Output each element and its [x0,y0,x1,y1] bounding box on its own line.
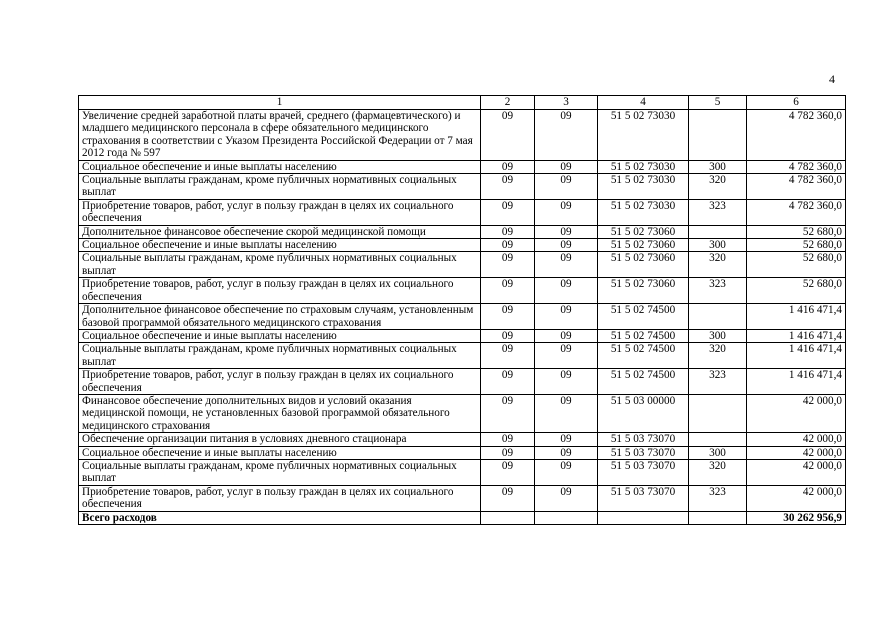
cell-amount: 4 782 360,0 [747,110,846,161]
total-label: Всего расходов [79,511,481,524]
cell-subsection: 09 [535,252,598,278]
cell-expense-type: 320 [689,174,747,200]
cell-amount: 1 416 471,4 [747,343,846,369]
cell-target-code: 51 5 03 73070 [598,446,689,459]
cell-subsection: 09 [535,369,598,395]
cell-amount: 1 416 471,4 [747,304,846,330]
cell-subsection: 09 [535,278,598,304]
cell-section: 09 [481,239,535,252]
total-empty-2 [481,511,535,524]
cell-subsection: 09 [535,174,598,200]
cell-expense-type: 323 [689,485,747,511]
cell-expense-type [689,394,747,432]
cell-subsection: 09 [535,459,598,485]
table-row [79,239,846,252]
page-number: 4 [829,72,835,86]
cell-section: 09 [481,278,535,304]
cell-target-code: 51 5 03 73070 [598,485,689,511]
cell-name: Финансовое обеспечение дополнительных видов и условий оказания медицинской помощи, не установленных базовой программой обязательного медицинского страхования [79,394,481,432]
cell-expense-type: 320 [689,459,747,485]
cell-section: 09 [481,433,535,446]
cell-expense-type: 300 [689,446,747,459]
cell-amount: 42 000,0 [747,485,846,511]
cell-target-code: 51 5 02 73060 [598,252,689,278]
header-col-4: 4 [598,96,689,110]
cell-section: 09 [481,394,535,432]
table-body [79,110,846,512]
cell-target-code: 51 5 03 73070 [598,433,689,446]
cell-section: 09 [481,225,535,238]
cell-target-code: 51 5 02 74500 [598,369,689,395]
table-row [79,199,846,225]
cell-amount: 1 416 471,4 [747,329,846,342]
cell-target-code: 51 5 02 73030 [598,110,689,161]
cell-name: Социальное обеспечение и иные выплаты населению [79,329,481,342]
cell-name: Обеспечение организации питания в условиях дневного стационара [79,433,481,446]
cell-expense-type [689,110,747,161]
cell-section: 09 [481,174,535,200]
cell-section: 09 [481,459,535,485]
cell-section: 09 [481,369,535,395]
table-row [79,369,846,395]
cell-expense-type: 323 [689,369,747,395]
cell-amount: 52 680,0 [747,278,846,304]
cell-amount: 4 782 360,0 [747,160,846,173]
cell-amount: 42 000,0 [747,433,846,446]
budget-table [78,95,846,525]
cell-name: Дополнительное финансовое обеспечение по страховым случаям, установленным базовой программой обязательного медицинского страхования [79,304,481,330]
cell-amount: 4 782 360,0 [747,174,846,200]
table-row [79,304,846,330]
cell-section: 09 [481,343,535,369]
cell-target-code: 51 5 02 73060 [598,239,689,252]
cell-section: 09 [481,304,535,330]
cell-target-code: 51 5 03 73070 [598,459,689,485]
cell-subsection: 09 [535,160,598,173]
table-row [79,160,846,173]
cell-subsection: 09 [535,446,598,459]
table-row [79,225,846,238]
cell-name: Приобретение товаров, работ, услуг в пользу граждан в целях их социального обеспечения [79,278,481,304]
cell-amount: 42 000,0 [747,459,846,485]
header-col-5: 5 [689,96,747,110]
table-row [79,485,846,511]
cell-target-code: 51 5 02 73060 [598,225,689,238]
cell-section: 09 [481,110,535,161]
cell-subsection: 09 [535,343,598,369]
table-row [79,329,846,342]
cell-subsection: 09 [535,485,598,511]
cell-name: Дополнительное финансовое обеспечение скорой медицинской помощи [79,225,481,238]
cell-amount: 52 680,0 [747,225,846,238]
cell-name: Социальные выплаты гражданам, кроме публичных нормативных социальных выплат [79,459,481,485]
cell-target-code: 51 5 02 74500 [598,304,689,330]
cell-amount: 42 000,0 [747,394,846,432]
cell-expense-type: 300 [689,239,747,252]
total-empty-5 [689,511,747,524]
cell-section: 09 [481,252,535,278]
cell-expense-type [689,304,747,330]
cell-name: Приобретение товаров, работ, услуг в пользу граждан в целях их социального обеспечения [79,369,481,395]
total-empty-3 [535,511,598,524]
cell-amount: 42 000,0 [747,446,846,459]
cell-expense-type [689,433,747,446]
table-row [79,459,846,485]
cell-target-code: 51 5 02 73060 [598,278,689,304]
header-col-3: 3 [535,96,598,110]
cell-name: Социальные выплаты гражданам, кроме публичных нормативных социальных выплат [79,252,481,278]
cell-name: Приобретение товаров, работ, услуг в пользу граждан в целях их социального обеспечения [79,485,481,511]
table-row [79,174,846,200]
header-row [79,96,846,110]
cell-name: Социальные выплаты гражданам, кроме публичных нормативных социальных выплат [79,174,481,200]
cell-target-code: 51 5 02 73030 [598,160,689,173]
cell-expense-type: 300 [689,160,747,173]
cell-target-code: 51 5 03 00000 [598,394,689,432]
cell-section: 09 [481,446,535,459]
cell-subsection: 09 [535,329,598,342]
cell-amount: 52 680,0 [747,252,846,278]
cell-name: Социальное обеспечение и иные выплаты населению [79,446,481,459]
cell-target-code: 51 5 02 74500 [598,343,689,369]
header-col-2: 2 [481,96,535,110]
total-empty-4 [598,511,689,524]
cell-expense-type: 300 [689,329,747,342]
cell-subsection: 09 [535,394,598,432]
cell-section: 09 [481,329,535,342]
cell-name: Социальное обеспечение и иные выплаты населению [79,239,481,252]
total-value: 30 262 956,9 [747,511,846,524]
cell-section: 09 [481,485,535,511]
cell-subsection: 09 [535,239,598,252]
cell-expense-type: 320 [689,343,747,369]
cell-section: 09 [481,199,535,225]
table-row [79,446,846,459]
cell-subsection: 09 [535,433,598,446]
cell-subsection: 09 [535,225,598,238]
table-row [79,252,846,278]
header-col-6: 6 [747,96,846,110]
table-row [79,343,846,369]
cell-name: Увеличение средней заработной платы врачей, среднего (фармацевтического) и младшего медицинского персонала в сфере обязательного медицинского страхования в соответствии с Указом Президента Российской Федерации от 7 мая 2012 года № 597 [79,110,481,161]
header-col-1: 1 [79,96,481,110]
table-row [79,278,846,304]
cell-name: Приобретение товаров, работ, услуг в пользу граждан в целях их социального обеспечения [79,199,481,225]
cell-name: Социальные выплаты гражданам, кроме публичных нормативных социальных выплат [79,343,481,369]
cell-expense-type: 323 [689,199,747,225]
total-row [79,511,846,524]
cell-amount: 4 782 360,0 [747,199,846,225]
cell-section: 09 [481,160,535,173]
cell-subsection: 09 [535,304,598,330]
table-row [79,110,846,161]
cell-subsection: 09 [535,199,598,225]
cell-amount: 52 680,0 [747,239,846,252]
cell-expense-type [689,225,747,238]
cell-target-code: 51 5 02 73030 [598,174,689,200]
cell-target-code: 51 5 02 73030 [598,199,689,225]
cell-expense-type: 323 [689,278,747,304]
cell-target-code: 51 5 02 74500 [598,329,689,342]
table-row [79,433,846,446]
cell-name: Социальное обеспечение и иные выплаты населению [79,160,481,173]
cell-expense-type: 320 [689,252,747,278]
cell-subsection: 09 [535,110,598,161]
table-row [79,394,846,432]
cell-amount: 1 416 471,4 [747,369,846,395]
